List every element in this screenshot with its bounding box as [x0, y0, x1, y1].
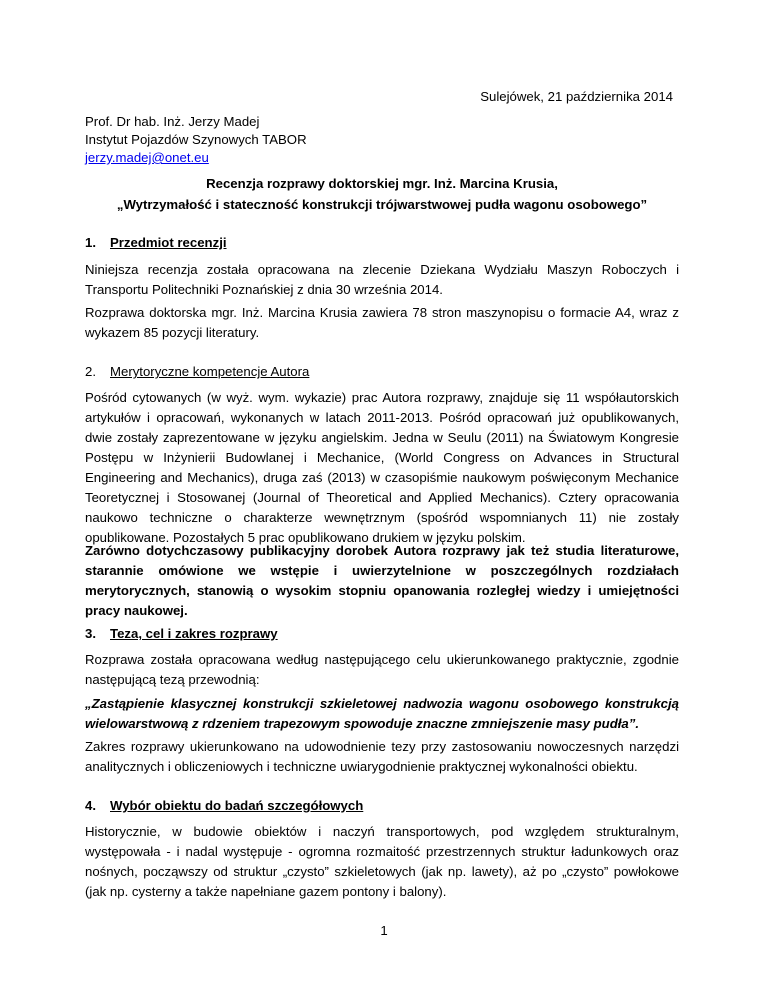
- section-2-number: 2.: [85, 364, 96, 379]
- review-title: [85, 173, 679, 215]
- section-1-paragraph-1: Niniejsza recenzja została opracowana na zlecenie Dziekana Wydziału Maszyn Roboczych i Transportu Politechniki Poznańskiej z dnia 30 września 2014.: [85, 262, 679, 297]
- author-email-line: [85, 148, 679, 168]
- author-email-link[interactable]: jerzy.madej@onet.eu: [85, 150, 209, 165]
- page-number: 1: [380, 923, 388, 938]
- section-3-number: 3.: [85, 626, 96, 641]
- author-institute: Instytut Pojazdów Szynowych TABOR: [85, 132, 307, 147]
- section-1-number: 1.: [85, 235, 96, 250]
- section-4-number: 4.: [85, 798, 96, 813]
- author-name: Prof. Dr hab. Inż. Jerzy Madej: [85, 114, 260, 129]
- section-3-paragraph-3: Zakres rozprawy ukierunkowano na udowodnienie tezy przy zastosowaniu nowoczesnych narzędzi analitycznych i obliczeniowych i techniczne uwiarygodnienie praktycznej wykonalności obiektu.: [85, 739, 679, 774]
- section-1-title: Przedmiot recenzji: [110, 235, 227, 250]
- section-4-paragraph-1: Historycznie, w budowie obiektów i naczyń transportowych, pod względem strukturalnym, występowała - i nadal występuje - ogromna rozmaitość przestrzennych struktur ładunkowych oraz nośnych, począwszy od struktur „czysto” szkieletowych (jak np. lawety), aż po „czysto” powłokowe (jak np. cysterny a także napełniane gazem pontony i balony).: [85, 824, 679, 899]
- section-4-heading: [85, 796, 363, 816]
- section-3-heading: [85, 624, 278, 644]
- section-3-paragraph-1: Rozprawa została opracowana według następującego celu ukierunkowanego praktycznie, zgodnie następującą tezą przewodnią:: [85, 652, 679, 687]
- section-3-title: Teza, cel i zakres rozprawy: [110, 626, 278, 641]
- section-4-title: Wybór obiektu do badań szczegółowych: [110, 798, 364, 813]
- review-title-line2: „Wytrzymałość i stateczność konstrukcji trójwarstwowej pudła wagonu osobowego”: [116, 197, 648, 212]
- section-1-heading: [85, 233, 227, 253]
- place-date: Sulejówek, 21 października 2014: [480, 89, 673, 104]
- review-title-line1: Recenzja rozprawy doktorskiej mgr. Inż. Marcina Krusia,: [206, 176, 558, 191]
- section-2-title: Merytoryczne kompetencje Autora: [110, 364, 310, 379]
- section-2-paragraph-2: Zarówno dotychczasowy publikacyjny dorobek Autora rozprawy jak też studia literaturowe, starannie omówione we wstępie i uwierzytelnione w poszczególnych rozdziałach merytorycznych, stanowią o wysokim stopniu opanowania rozległej wiedzy i umiejętności pracy naukowej.: [85, 543, 679, 618]
- section-2-heading: [85, 362, 309, 382]
- section-2-paragraph-1: Pośród cytowanych (w wyż. wym. wykazie) prac Autora rozprawy, znajduje się 11 współautorskich artykułów i opracowań, wykonanych w latach 2011-2013. Pośród opracowań już opublikowanych, dwie zostały zaprezentowane w języku angielskim. Jedna w Seulu (2011) na Światowym Kongresie Postępu w Inżynierii Budowlanej i Mechanice, (World Congress on Advances in Structural Engineering and Mechanics), druga zaś (2013) w czasopiśmie naukowym poświęconym Mechanice Teoretycznej i Stosowanej (Journal of Theoretical and Applied Mechanics). Cztery opracowania naukowo techniczne o charakterze wewnętrznym (spośród wspomnianych 11) nie zostały opublikowane. Pozostałych 5 prac opublikowano drukiem w języku polskim.: [85, 390, 679, 545]
- section-1-paragraph-2: Rozprawa doktorska mgr. Inż. Marcina Krusia zawiera 78 stron maszynopisu o formacie A4, wraz z wykazem 85 pozycji literatury.: [85, 305, 679, 340]
- section-3-thesis: „Zastąpienie klasycznej konstrukcji szkieletowej nadwozia wagonu osobowego konstrukcją wielowarstwową z rdzeniem trapezowym spowoduje znaczne zmniejszenie masy pudła”.: [85, 696, 679, 731]
